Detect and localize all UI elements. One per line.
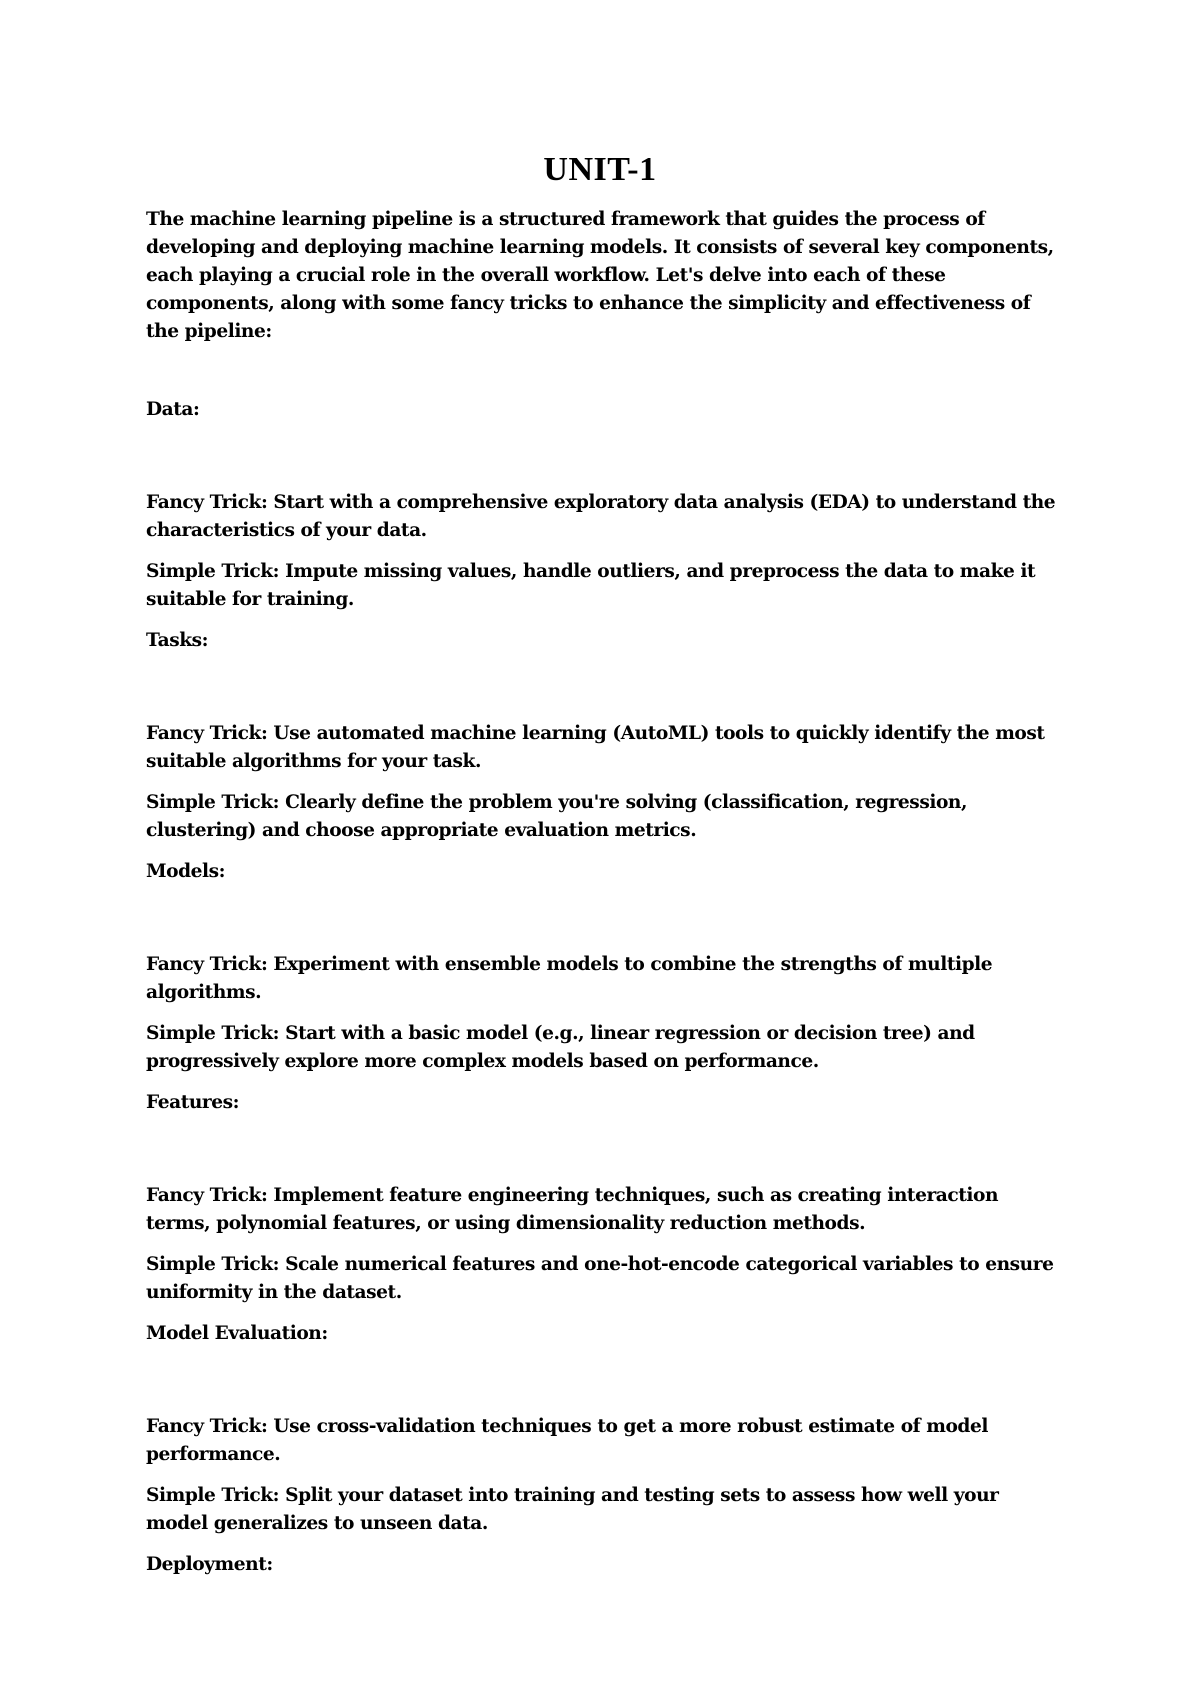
simple-trick-model-evaluation: Simple Trick: Split your dataset into training and testing sets to assess how well your model generalizes to unseen data. xyxy=(146,1485,999,1534)
fancy-trick-models: Fancy Trick: Experiment with ensemble models to combine the strengths of multiple algorithms. xyxy=(146,954,993,1003)
simple-trick-data: Simple Trick: Impute missing values, handle outliers, and preprocess the data to make it suitable for training. xyxy=(146,561,1036,610)
section-heading-features: Features: xyxy=(146,1092,240,1113)
fancy-trick-tasks: Fancy Trick: Use automated machine learning (AutoML) tools to quickly identify the most suitable algorithms for your task. xyxy=(146,723,1045,772)
section-heading-model-evaluation: Model Evaluation: xyxy=(146,1323,328,1344)
section-heading-deployment: Deployment: xyxy=(146,1554,273,1575)
simple-trick-features: Simple Trick: Scale numerical features and one-hot-encode categorical variables to ensure uniformity in the dataset. xyxy=(146,1254,1054,1303)
intro-paragraph: The machine learning pipeline is a structured framework that guides the process of developing and deploying machine learning models. It consists of several key components, each playing a crucial role in the overall workflow. Let's delve into each of these components, along with some fancy tricks to enhance the simplicity and effectiveness of the pipeline: xyxy=(146,209,1054,342)
section-heading-data: Data: xyxy=(146,399,200,420)
fancy-trick-features: Fancy Trick: Implement feature engineering techniques, such as creating interaction terms, polynomial features, or using dimensionality reduction methods. xyxy=(146,1185,999,1234)
simple-trick-tasks: Simple Trick: Clearly define the problem you're solving (classification, regression, clustering) and choose appropriate evaluation metrics. xyxy=(146,792,967,841)
document-body xyxy=(146,206,1066,1579)
page-title: UNIT-1 xyxy=(543,151,657,188)
section-heading-tasks: Tasks: xyxy=(146,630,209,651)
fancy-trick-data: Fancy Trick: Start with a comprehensive exploratory data analysis (EDA) to understand the characteristics of your data. xyxy=(146,492,1056,541)
section-heading-models: Models: xyxy=(146,861,226,882)
simple-trick-models: Simple Trick: Start with a basic model (e.g., linear regression or decision tree) and progressively explore more complex models based on performance. xyxy=(146,1023,975,1072)
fancy-trick-model-evaluation: Fancy Trick: Use cross-validation techniques to get a more robust estimate of model performance. xyxy=(146,1416,988,1465)
